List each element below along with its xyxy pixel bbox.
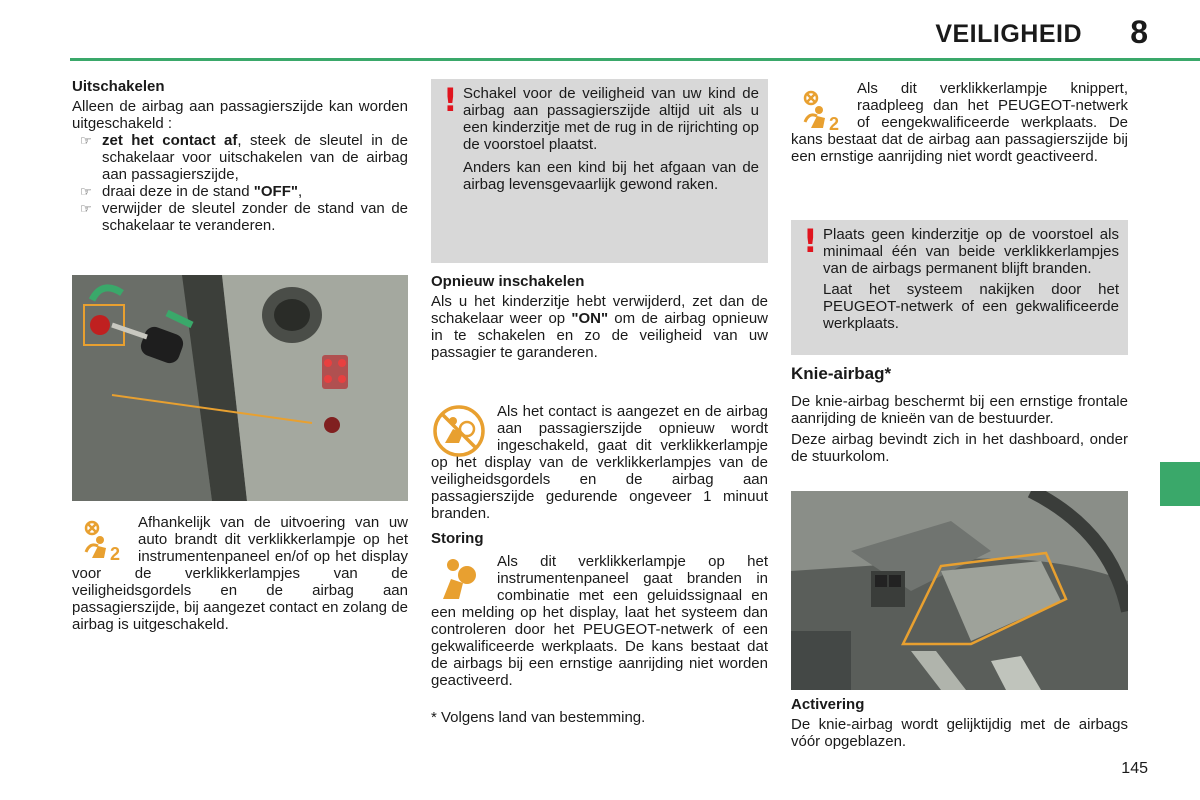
column-2 [431, 273, 768, 361]
list-item: ☞ verwijder de sleutel zonder de stand van de schakelaar te veranderen. [80, 200, 408, 234]
activation-section: Activering De knie-airbag wordt gelijktijdig met de airbags vóór opgeblazen. [791, 696, 1128, 750]
reenable-text: Als u het kinderzitje hebt verwijderd, zet dan de schakelaar weer op "ON" om de airbag opnieuw in te schakelen en zo de veiligheid van uw passagier te garanderen. [431, 293, 769, 361]
pointing-hand-icon: ☞ [80, 201, 92, 216]
fault-section: Storing Als dit verklikkerlampje op het instrumentenpaneel gaat branden in combinatie met een geluidssignaal en een melding op het display, laat het systeem dan controleren door het PEUGEOT-netwerk of een gekwalificeerde werkplaats. De kans bestaat dat de airbags bij een ernstige aanrijding niet worden geactiveerd. * Volgens land van bestemming. [431, 530, 768, 726]
section-heading-knee-airbag: Knie-airbag* [791, 364, 892, 383]
section-heading-disable: Uitschakelen [72, 78, 165, 95]
footnote: * Volgens land van bestemming. [431, 709, 646, 726]
warning-exclamation-icon: ! [803, 222, 818, 260]
reenable-indicator-note: Als het contact is aangezet en de airbag aan passagierszijde opnieuw wordt ingeschakeld, gaat dit verklikkerlampje op het display van de verklikkerlampjes van de veiligheidsgordels en de airbag aan passagierszijde gedurende ongeveer 1 minuut branden. [431, 403, 768, 522]
disable-intro: Alleen de airbag aan passagierszijde kan worden uitgeschakeld : [72, 98, 408, 132]
chapter-tab [1160, 462, 1200, 506]
section-heading-fault: Storing [431, 530, 484, 547]
knee-airbag-section: Knie-airbag* De knie-airbag beschermt bij een ernstige frontale aanrijding de knieën van de bestuurder. Deze airbag bevindt zich in het dashboard, onder de stuurkolom. [791, 364, 1128, 465]
svg-text:2: 2 [829, 114, 840, 132]
list-item: ☞ zet het contact af, steek de sleutel in de schakelaar voor uitschakelen van de airbag aan passagierszijde, [80, 132, 408, 183]
airbag-deactivated-icon [431, 403, 497, 453]
warning-exclamation-icon: ! [443, 81, 458, 119]
pointing-hand-icon: ☞ [80, 184, 92, 199]
blinking-indicator-note: 2 Als dit verklikkerlampje knippert, raadpleeg dan het PEUGEOT-netwerk of eengekwalificeerde werkplaats. De kans bestaat dat de airbag aan passagierszijde bij een ernstige aanrijding niet wordt geactiveerd. [791, 80, 1128, 165]
airbag-switch-photo [72, 275, 408, 501]
warning-box-indicator-fault: ! Plaats geen kinderzitje op de voorstoel als minimaal één van beide verklikkerlampjes van de airbags permanent blijft branden. Laat het systeem nakijken door het PEUGEOT-netwerk of een gekwalificeerde werkplaats. [791, 220, 1128, 355]
airbag-switch-illustration [72, 275, 408, 501]
airbag-fault-icon [431, 553, 497, 603]
knee-airbag-photo [791, 491, 1128, 690]
warning-box-child-seat: ! Schakel voor de veiligheid van uw kind de airbag aan passagierszijde altijd uit als u een kinderzitje met de rug in de rijrichting op de voorstoel plaatst. Anders kan een kind bij het afgaan van de airbag levensgevaarlijk gewond raken. [431, 79, 768, 263]
column-1 [72, 78, 408, 234]
list-item: ☞ draai deze in de stand "OFF", [80, 183, 303, 200]
chapter-number: 8 [1130, 14, 1148, 50]
header-rule [70, 58, 1200, 61]
airbag-off-warning-icon [791, 80, 857, 130]
section-heading-activation: Activering [791, 696, 865, 713]
page-number: 145 [1121, 760, 1148, 777]
disable-steps [72, 132, 408, 234]
pointing-hand-icon: ☞ [80, 133, 92, 148]
section-heading-reenable: Opnieuw inschakelen [431, 273, 585, 290]
svg-text:2: 2 [110, 544, 121, 562]
airbag-off-warning-icon [72, 514, 138, 564]
page-title: VEILIGHEID [935, 20, 1082, 48]
knee-airbag-illustration [791, 491, 1128, 690]
disabled-indicator-note: 2 Afhankelijk van de uitvoering van uw auto brandt dit verklikkerlampje op het instrumentenpaneel en/of op het display voor de verklikkerlampjes van de veiligheidsgordels en de airbag aan passagierszijde, bij aangezet contact en zolang de airbag is uitgeschakeld. [72, 514, 408, 633]
